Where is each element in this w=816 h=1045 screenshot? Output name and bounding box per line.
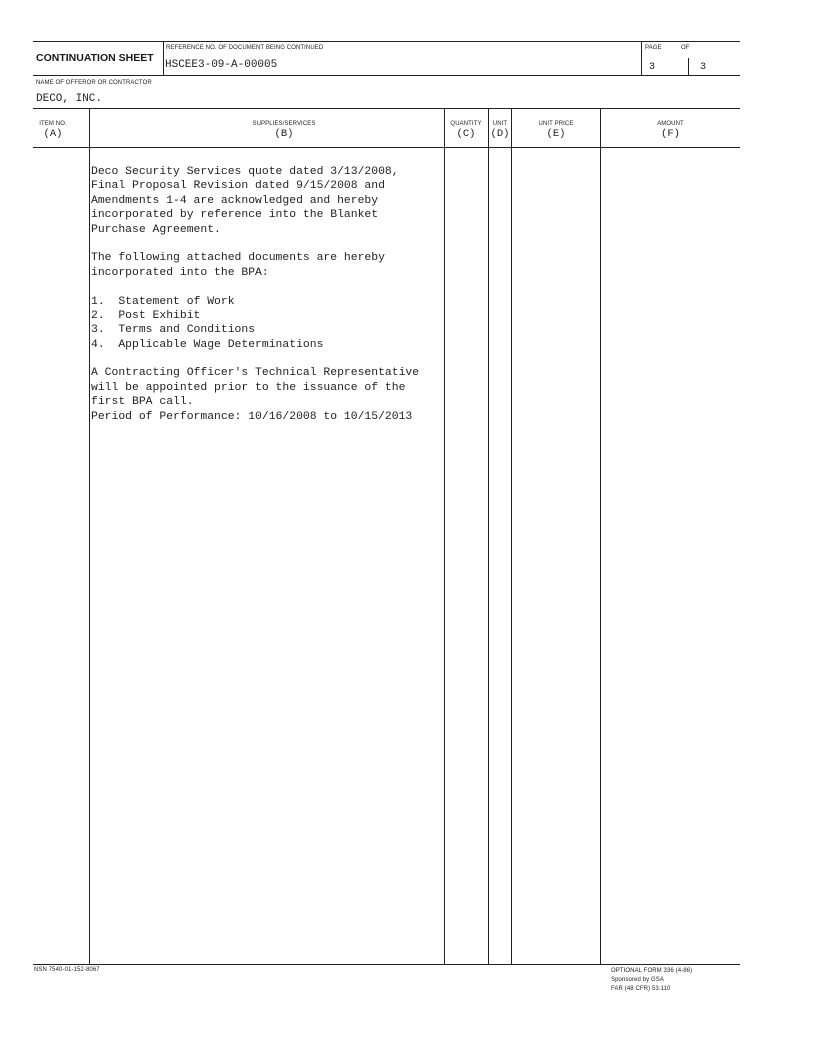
offeror-bottom-rule: [33, 108, 740, 109]
col-rule-c-d: [488, 108, 489, 965]
para3-line: first BPA call.: [91, 396, 194, 409]
col-unit-price-label: UNIT PRICE: [538, 121, 574, 127]
col-item-code: (A): [43, 128, 63, 140]
page-total: 3: [700, 62, 707, 73]
header-top-rule: [33, 41, 740, 42]
para1-line: Purchase Agreement.: [91, 223, 221, 236]
page-of-divider: [688, 58, 689, 75]
page-label: PAGE: [645, 45, 662, 51]
para1-line: incorporated by reference into the Blanket: [91, 209, 379, 222]
title-divider: [163, 41, 164, 75]
col-quantity-label: QUANTITY: [450, 121, 482, 127]
para3-line: will be appointed prior to the issuance of the: [91, 381, 406, 394]
col-amount-code: (F): [661, 128, 680, 140]
col-quantity-code: (C): [456, 128, 476, 140]
offeror-name: DECO, INC.: [36, 93, 103, 105]
offeror-label: NAME OF OFFEROR OR CONTRACTOR: [36, 80, 152, 86]
sponsor-line: Sponsored by GSA: [611, 977, 664, 983]
header-bottom-rule: [33, 75, 740, 76]
document-list-item: 1. Statement of Work: [91, 295, 235, 308]
col-unit-label: UNIT: [492, 121, 508, 127]
optional-form-number: OPTIONAL FORM 336 (4-86): [611, 968, 693, 974]
page-number: 3: [649, 62, 656, 73]
page-box-divider: [641, 41, 642, 75]
col-supplies-label: SUPPLIES/SERVICES: [252, 121, 316, 127]
period-of-performance: Period of Performance: 10/16/2008 to 10/15/2013: [91, 410, 413, 423]
document-list-item: 2. Post Exhibit: [91, 309, 201, 322]
far-reference: FAR (48 CFR) 53.110: [611, 986, 671, 992]
para1-line: Deco Security Services quote dated 3/13/2008,: [91, 166, 399, 178]
para2-line: The following attached documents are hereby: [91, 252, 385, 265]
reference-label: REFERENCE NO. OF DOCUMENT BEING CONTINUED: [166, 45, 324, 51]
col-rule-e-f: [600, 108, 601, 965]
document-list-item: 4. Applicable Wage Determinations: [91, 338, 324, 351]
para1-line: Final Proposal Revision dated 9/15/2008 and: [91, 180, 385, 193]
para2-line: incorporated into the BPA:: [91, 266, 269, 279]
col-rule-d-e: [511, 108, 512, 965]
col-rule-a-b: [89, 108, 90, 965]
col-item-label: ITEM NO.: [39, 121, 67, 127]
col-supplies-code: (B): [274, 128, 294, 140]
col-unit-code: (D): [490, 128, 510, 140]
nsn-number: NSN 7540-01-152-8067: [34, 967, 100, 973]
para1-line: Amendments 1-4 are acknowledged and hereby: [91, 194, 379, 207]
column-header-rule: [33, 147, 740, 148]
col-amount-label: AMOUNT: [657, 121, 684, 127]
reference-number: HSCEE3-09-A-00005: [165, 59, 278, 71]
supplies-services-text: [91, 165, 441, 424]
form-title: CONTINUATION SHEET: [36, 52, 154, 64]
table-bottom-rule: [33, 964, 740, 965]
document-list-item: 3. Terms and Conditions: [91, 324, 256, 337]
of-label: OF: [681, 45, 690, 51]
col-unit-price-code: (E): [546, 128, 566, 140]
para3-line: A Contracting Officer's Technical Representative: [91, 367, 420, 380]
col-rule-b-c: [444, 108, 445, 965]
